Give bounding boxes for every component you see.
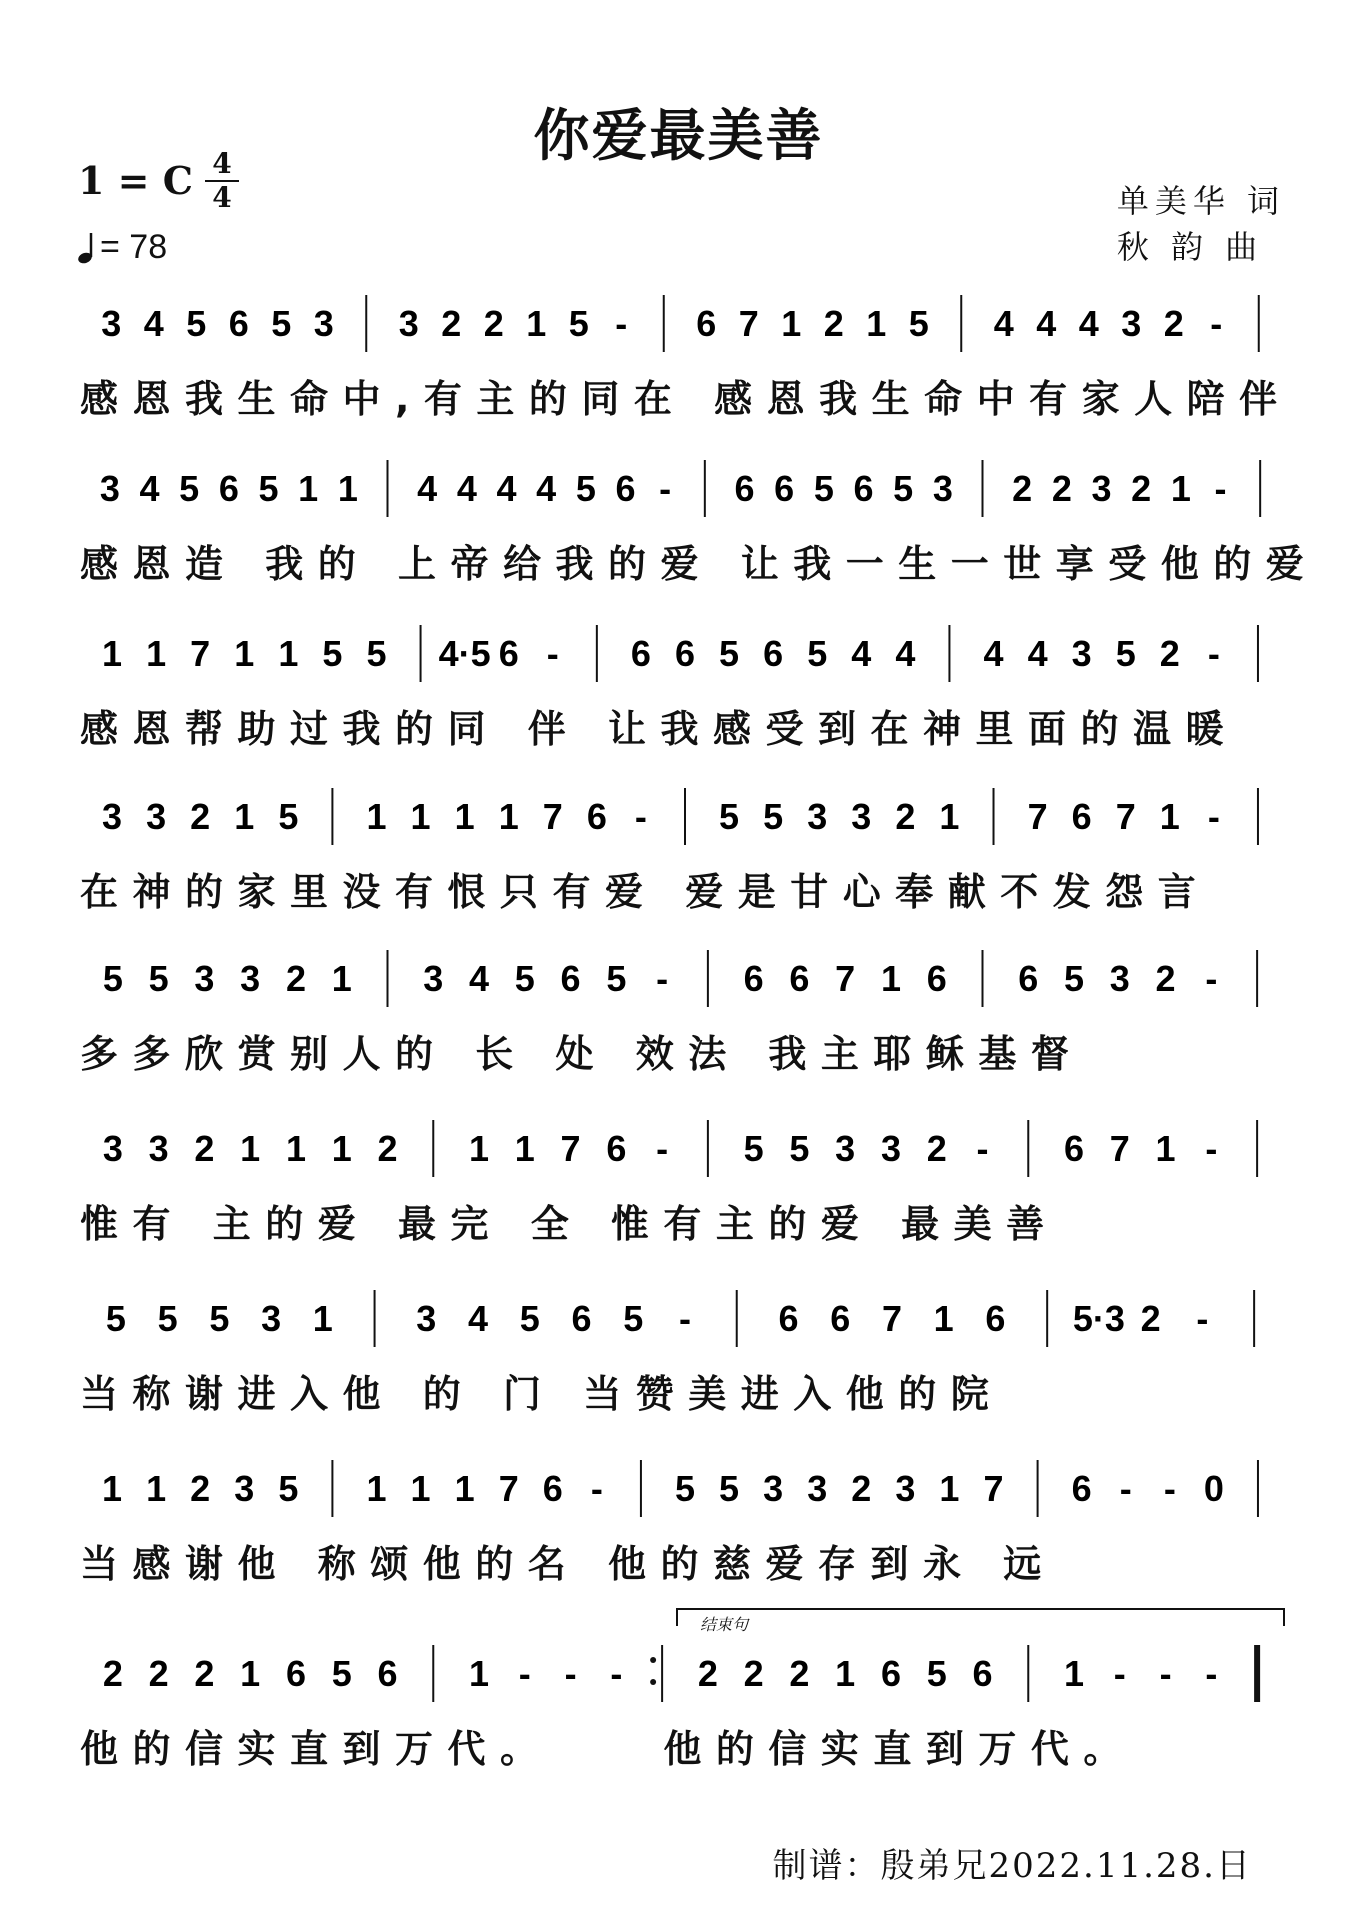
note: 3 bbox=[1071, 633, 1092, 674]
note: 7 bbox=[498, 1468, 519, 1509]
note: 1 bbox=[240, 1653, 261, 1694]
note: 3 bbox=[807, 1468, 828, 1509]
dash-note: - bbox=[610, 1653, 623, 1694]
note: 7 bbox=[738, 303, 759, 344]
note: 4 bbox=[895, 633, 916, 674]
dash-note: - bbox=[590, 1468, 603, 1509]
note: 6 bbox=[1071, 796, 1092, 837]
note: 3 bbox=[851, 796, 872, 837]
note: 3 bbox=[398, 303, 419, 344]
note: 2 bbox=[823, 303, 844, 344]
note: 1 bbox=[410, 796, 431, 837]
note: 2 bbox=[1051, 468, 1072, 509]
note: 5 bbox=[908, 303, 929, 344]
note: 7 bbox=[560, 1128, 581, 1169]
time-signature-bottom: 4 bbox=[212, 181, 232, 214]
lyric-line: 在神的家里没有恨只有爱 爱是甘心奉献不发怨言 bbox=[80, 870, 1211, 914]
notation-svg bbox=[80, 1115, 1290, 1185]
note: 2 bbox=[190, 1468, 211, 1509]
note: 1 bbox=[312, 1298, 333, 1339]
note: 5 bbox=[102, 958, 123, 999]
lyric-line: 当称谢进入他 的 门 当赞美进入他的院 bbox=[80, 1372, 1004, 1416]
note: 1 bbox=[939, 1468, 960, 1509]
note: 4 bbox=[1027, 633, 1048, 674]
note: 6 bbox=[218, 468, 239, 509]
note: 2 bbox=[743, 1653, 764, 1694]
note: 6 bbox=[542, 1468, 563, 1509]
note: 1 bbox=[469, 1128, 490, 1169]
dash-note: - bbox=[1205, 1653, 1218, 1694]
note: 1 bbox=[526, 303, 547, 344]
note: 6 bbox=[985, 1298, 1006, 1339]
note: 5 bbox=[105, 1298, 126, 1339]
note: 7 bbox=[1027, 796, 1048, 837]
dash-note: - bbox=[1113, 1653, 1126, 1694]
note: 6 bbox=[880, 1653, 901, 1694]
note: 5 bbox=[606, 958, 627, 999]
note: 1 bbox=[1064, 1653, 1085, 1694]
note: 2 bbox=[148, 1653, 169, 1694]
note: 6 bbox=[615, 468, 636, 509]
note: 1 bbox=[866, 303, 887, 344]
note: 1 bbox=[454, 1468, 475, 1509]
notation-row bbox=[80, 1115, 1290, 1185]
note: 4 bbox=[143, 303, 164, 344]
note: 3 bbox=[101, 303, 122, 344]
note: 3 bbox=[102, 1128, 123, 1169]
notation-row bbox=[80, 1285, 1290, 1355]
note: 7 bbox=[835, 958, 856, 999]
dash-note: - bbox=[1205, 958, 1218, 999]
dash-note: - bbox=[656, 958, 669, 999]
note: 1 bbox=[366, 796, 387, 837]
note: 6 bbox=[606, 1128, 627, 1169]
dash-note: - bbox=[1205, 1128, 1218, 1169]
note: 2 bbox=[1159, 633, 1180, 674]
note: 1 bbox=[410, 1468, 431, 1509]
note: 6 bbox=[734, 468, 755, 509]
note: 7 bbox=[983, 1468, 1004, 1509]
note: 6 bbox=[1064, 1128, 1085, 1169]
dash-note: - bbox=[615, 303, 628, 344]
note: 4 bbox=[496, 468, 517, 509]
note: 5 bbox=[331, 1653, 352, 1694]
note: 7 bbox=[190, 633, 211, 674]
note: 5 bbox=[157, 1298, 178, 1339]
dash-note: - bbox=[1214, 468, 1227, 509]
note: 3 bbox=[240, 958, 261, 999]
notation-row bbox=[80, 1455, 1290, 1525]
notation-row bbox=[80, 455, 1290, 525]
note: 3 bbox=[313, 303, 334, 344]
note: 1 bbox=[514, 1128, 535, 1169]
notation-svg bbox=[80, 945, 1290, 1015]
note: 5 bbox=[743, 1128, 764, 1169]
note: 5 bbox=[807, 633, 828, 674]
note: 5 bbox=[813, 468, 834, 509]
note: 1 bbox=[102, 1468, 123, 1509]
note: 7 bbox=[1109, 1128, 1130, 1169]
note: 3 bbox=[416, 1298, 437, 1339]
note: 2 bbox=[194, 1653, 215, 1694]
time-signature bbox=[205, 147, 239, 214]
note: 2 bbox=[377, 1128, 398, 1169]
note: 5 bbox=[322, 633, 343, 674]
note: 7 bbox=[881, 1298, 902, 1339]
note: 6 bbox=[630, 633, 651, 674]
note: 5 bbox=[719, 1468, 740, 1509]
lyric-line: 感恩造 我的 上帝给我的爱 让我一生一世享受他的爱 bbox=[80, 542, 1319, 586]
note: 1 bbox=[146, 1468, 167, 1509]
note: 1 bbox=[939, 796, 960, 837]
note: 6 bbox=[696, 303, 717, 344]
dash-note: - bbox=[1210, 303, 1223, 344]
note: 1 bbox=[298, 468, 319, 509]
note: 5 bbox=[893, 468, 914, 509]
note: 5 bbox=[1115, 633, 1136, 674]
dash-note: - bbox=[1207, 633, 1220, 674]
dash-note: - bbox=[1159, 1653, 1172, 1694]
note: 2 bbox=[102, 1653, 123, 1694]
note: 2 bbox=[1163, 303, 1184, 344]
notation-row bbox=[80, 945, 1290, 1015]
note: 3 bbox=[835, 1128, 856, 1169]
notation-row bbox=[80, 1640, 1290, 1710]
note: 1 bbox=[240, 1128, 261, 1169]
note: 2 bbox=[1131, 468, 1152, 509]
note: 6 bbox=[774, 468, 795, 509]
lyric-line: 他的信实直到万代。 他的信实直到万代。 bbox=[80, 1727, 1136, 1771]
note: 5 bbox=[186, 303, 207, 344]
note: 5 bbox=[366, 633, 387, 674]
dash-note: - bbox=[656, 1128, 669, 1169]
note: 2 bbox=[1140, 1298, 1161, 1339]
notation-svg bbox=[80, 783, 1290, 853]
note: 3 bbox=[1091, 468, 1112, 509]
note: 4 bbox=[456, 468, 477, 509]
note: 5 bbox=[209, 1298, 230, 1339]
ending-bracket bbox=[676, 1608, 1285, 1626]
note: 5 bbox=[763, 796, 784, 837]
note: 3 bbox=[880, 1128, 901, 1169]
note: 5 bbox=[789, 1128, 810, 1169]
footer-credit: 制谱：殷弟兄2022.11.28.日 bbox=[772, 1846, 1252, 1886]
note: 6 bbox=[228, 303, 249, 344]
song-title: 你爱最美善 bbox=[533, 104, 824, 169]
note: 3 bbox=[234, 1468, 255, 1509]
time-signature-top: 4 bbox=[212, 147, 232, 180]
note: 1 bbox=[1159, 796, 1180, 837]
notation-svg bbox=[80, 1640, 1290, 1710]
note: 6 bbox=[830, 1298, 851, 1339]
repeat-dot bbox=[650, 1657, 656, 1663]
dash-note: - bbox=[1163, 1468, 1176, 1509]
note: 1 bbox=[146, 633, 167, 674]
dash-note: - bbox=[634, 796, 647, 837]
dash-note: - bbox=[976, 1128, 989, 1169]
note: 1 bbox=[1170, 468, 1191, 509]
note: 3 bbox=[1121, 303, 1142, 344]
note: 4 bbox=[468, 1298, 489, 1339]
note: 1 bbox=[1155, 1128, 1176, 1169]
note: 1 bbox=[498, 796, 519, 837]
note: 1 bbox=[469, 1653, 490, 1694]
note: 6 bbox=[743, 958, 764, 999]
note: 2 bbox=[851, 1468, 872, 1509]
note: 6 bbox=[926, 958, 947, 999]
note: 5 bbox=[719, 633, 740, 674]
dash-note: - bbox=[1119, 1468, 1132, 1509]
composer-credit: 秋 韵 曲 bbox=[1116, 228, 1264, 266]
note: 5 bbox=[926, 1653, 947, 1694]
lyric-line: 感恩我生命中,有主的同在 感恩我生命中有家人陪伴 bbox=[80, 377, 1292, 421]
notation-row bbox=[80, 620, 1290, 690]
note: 5 bbox=[278, 1468, 299, 1509]
note: 3 bbox=[146, 796, 167, 837]
note: 5 bbox=[575, 468, 596, 509]
note: 5 bbox=[674, 1468, 696, 1509]
lyric-line: 多多欣赏别人的 长 处 效法 我主耶稣基督 bbox=[80, 1032, 1084, 1076]
note: 1 bbox=[234, 796, 255, 837]
credits bbox=[1117, 178, 1285, 270]
note: 2 bbox=[1012, 468, 1033, 509]
notation-svg bbox=[80, 1285, 1290, 1355]
note: 3 bbox=[99, 468, 120, 509]
note: 6 bbox=[853, 468, 874, 509]
note: 4 bbox=[469, 958, 490, 999]
note: 2 bbox=[441, 303, 462, 344]
note: 2 bbox=[483, 303, 504, 344]
note: 3 bbox=[807, 796, 828, 837]
dash-note: - bbox=[1196, 1298, 1209, 1339]
note: 4 bbox=[1078, 303, 1099, 344]
note: 5 bbox=[514, 958, 535, 999]
notation-svg bbox=[80, 455, 1290, 525]
note: 5 bbox=[719, 796, 740, 837]
note: 5 bbox=[258, 468, 279, 509]
note: 3 bbox=[148, 1128, 169, 1169]
dash-note: - bbox=[679, 1298, 691, 1339]
lyric-line: 惟有 主的爱 最完 全 惟有主的爱 最美善 bbox=[80, 1202, 1059, 1246]
note: 3 bbox=[932, 468, 953, 509]
note: 7 bbox=[1115, 796, 1136, 837]
note: 1 bbox=[933, 1298, 954, 1339]
note: 4 bbox=[417, 468, 438, 509]
note: 6 bbox=[1018, 958, 1039, 999]
note: 6 bbox=[377, 1653, 398, 1694]
dash-note: - bbox=[659, 468, 672, 509]
notation-row bbox=[80, 290, 1290, 360]
note: 6 bbox=[778, 1298, 799, 1339]
note: 3 bbox=[194, 958, 215, 999]
note: 5 bbox=[1064, 958, 1085, 999]
tempo-value: = 78 bbox=[100, 228, 168, 266]
note: 3 bbox=[763, 1468, 784, 1509]
note: 4 bbox=[993, 303, 1014, 344]
note: 5 bbox=[271, 303, 292, 344]
note: 6 bbox=[498, 633, 519, 674]
note: 2 bbox=[190, 796, 211, 837]
note: 5 bbox=[179, 468, 200, 509]
note: 4 bbox=[536, 468, 557, 509]
note: 6 bbox=[789, 958, 810, 999]
note: 3 bbox=[895, 1468, 916, 1509]
note: 3 bbox=[102, 796, 123, 837]
note: 6 bbox=[571, 1298, 592, 1339]
note: 4 bbox=[1036, 303, 1057, 344]
note: 5 bbox=[278, 796, 299, 837]
note: 3 bbox=[423, 958, 444, 999]
dash-note: - bbox=[546, 633, 559, 674]
note: 6 bbox=[674, 633, 696, 674]
note: 6 bbox=[763, 633, 784, 674]
note: 2 bbox=[895, 796, 916, 837]
note: 5 bbox=[568, 303, 589, 344]
notation-svg bbox=[80, 290, 1290, 360]
note: 1 bbox=[331, 958, 352, 999]
note: 4 bbox=[139, 468, 160, 509]
note: 1 bbox=[278, 633, 299, 674]
note: 6 bbox=[972, 1653, 993, 1694]
repeat-dot bbox=[650, 1679, 656, 1685]
ending-label: 结束句 bbox=[700, 1615, 749, 1634]
note: 2 bbox=[285, 958, 306, 999]
tempo-marking bbox=[78, 228, 167, 267]
note: 5 bbox=[519, 1298, 540, 1339]
note: 2 bbox=[697, 1653, 718, 1694]
notation-svg bbox=[80, 1455, 1290, 1525]
note: 2 bbox=[926, 1128, 947, 1169]
note: 6 bbox=[586, 796, 607, 837]
note: 3 bbox=[1109, 958, 1130, 999]
note: 1 bbox=[102, 633, 123, 674]
note: 2 bbox=[194, 1128, 215, 1169]
note: 1 bbox=[331, 1128, 352, 1169]
note: 1 bbox=[337, 468, 358, 509]
dash-note: - bbox=[564, 1653, 577, 1694]
notation-row bbox=[80, 783, 1290, 853]
note: 6 bbox=[285, 1653, 306, 1694]
note: 4 bbox=[851, 633, 872, 674]
note: 1 bbox=[835, 1653, 856, 1694]
note: 2 bbox=[789, 1653, 810, 1694]
note: 6 bbox=[560, 958, 581, 999]
note: 1 bbox=[454, 796, 475, 837]
note: 7 bbox=[542, 796, 563, 837]
note: 5 bbox=[148, 958, 169, 999]
note: 1 bbox=[285, 1128, 306, 1169]
note: 2 bbox=[1155, 958, 1176, 999]
dash-note: - bbox=[1207, 796, 1220, 837]
note: 1 bbox=[781, 303, 802, 344]
note: 5 bbox=[623, 1298, 644, 1339]
lyric-line: 当感谢他 称颂他的名 他的慈爱存到永 远 bbox=[80, 1542, 1056, 1586]
note: 1 bbox=[234, 633, 255, 674]
note: 6 bbox=[1071, 1468, 1092, 1509]
lyric-line: 感恩帮助过我的同 伴 让我感受到在神里面的温暖 bbox=[80, 707, 1238, 751]
notation-svg bbox=[80, 620, 1290, 690]
note: 1 bbox=[880, 958, 901, 999]
note: 5·3 bbox=[1072, 1298, 1125, 1339]
note: 3 bbox=[261, 1298, 282, 1339]
note: 0 bbox=[1203, 1468, 1224, 1509]
key-signature: 1 = C bbox=[78, 158, 193, 203]
lyricist-credit: 单美华 词 bbox=[1116, 182, 1285, 220]
quarter-note-icon bbox=[78, 231, 96, 265]
note: 4 bbox=[983, 633, 1004, 674]
dash-note: - bbox=[518, 1653, 531, 1694]
note: 1 bbox=[366, 1468, 387, 1509]
note: 4·5 bbox=[438, 633, 491, 674]
